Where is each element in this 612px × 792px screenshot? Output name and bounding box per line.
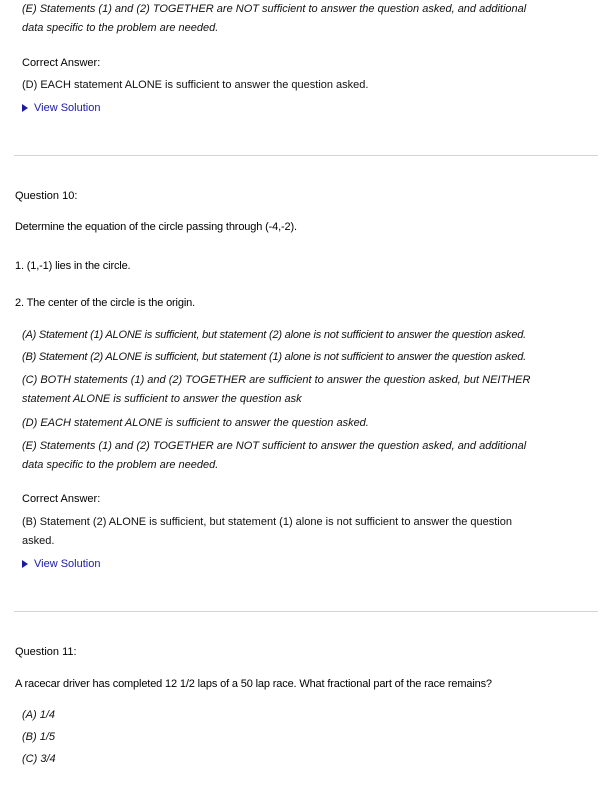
option-e: [22, 0, 602, 38]
option-e-line1: (E) Statements (1) and (2) TOGETHER are NOT sufficient to answer the question asked, and additional: [22, 3, 527, 15]
question-11-prompt: A racecar driver has completed 12 1/2 laps of a 50 lap race. What fractional part of the race remains?: [15, 678, 492, 690]
view-solution-label: View Solution: [34, 102, 101, 114]
correct-answer-line2: asked.: [22, 535, 55, 547]
view-solution-link[interactable]: [22, 557, 100, 571]
option-e-line2: data specific to the problem are needed.: [22, 22, 219, 34]
expand-triangle-icon: [22, 104, 28, 112]
option-b: (B) Statement (2) ALONE is sufficient, but statement (1) alone is not sufficient to answer the question asked.: [22, 351, 527, 363]
correct-answer-label: Correct Answer:: [22, 493, 101, 505]
option-c-line1: (C) BOTH statements (1) and (2) TOGETHER are sufficient to answer the question asked, but NEITHER: [22, 374, 531, 386]
correct-answer-text: (D) EACH statement ALONE is sufficient to answer the question asked.: [22, 79, 369, 91]
correct-answer-text: [22, 513, 602, 551]
divider: [14, 611, 598, 612]
divider: [14, 155, 598, 156]
question-11-options: [22, 706, 56, 769]
question-10-options: [22, 326, 607, 475]
option-c: (C) 3/4: [22, 753, 56, 765]
option-e-line1: (E) Statements (1) and (2) TOGETHER are NOT sufficient to answer the question asked, and additional: [22, 440, 527, 452]
question-10-statement-1: 1. (1,-1) lies in the circle.: [15, 260, 131, 272]
question-11-title: Question 11:: [15, 646, 77, 658]
question-10-prompt: Determine the equation of the circle passing through (-4,-2).: [15, 221, 297, 233]
correct-answer-line1: (B) Statement (2) ALONE is sufficient, but statement (1) alone is not sufficient to answer the question: [22, 516, 512, 528]
view-solution-link[interactable]: [22, 101, 100, 115]
option-a: (A) Statement (1) ALONE is sufficient, but statement (2) alone is not sufficient to answer the question asked.: [22, 329, 527, 341]
expand-triangle-icon: [22, 560, 28, 568]
question-10-statement-2: 2. The center of the circle is the origin.: [15, 297, 195, 309]
correct-answer-label: Correct Answer:: [22, 57, 101, 69]
view-solution-label: View Solution: [34, 558, 101, 570]
option-a: (A) 1/4: [22, 709, 56, 721]
option-c-line2: statement ALONE is sufficient to answer the question ask: [22, 393, 302, 405]
option-b: (B) 1/5: [22, 731, 56, 743]
question-10-title: Question 10:: [15, 190, 78, 202]
option-e-line2: data specific to the problem are needed.: [22, 459, 219, 471]
option-d: (D) EACH statement ALONE is sufficient to answer the question asked.: [22, 417, 369, 429]
